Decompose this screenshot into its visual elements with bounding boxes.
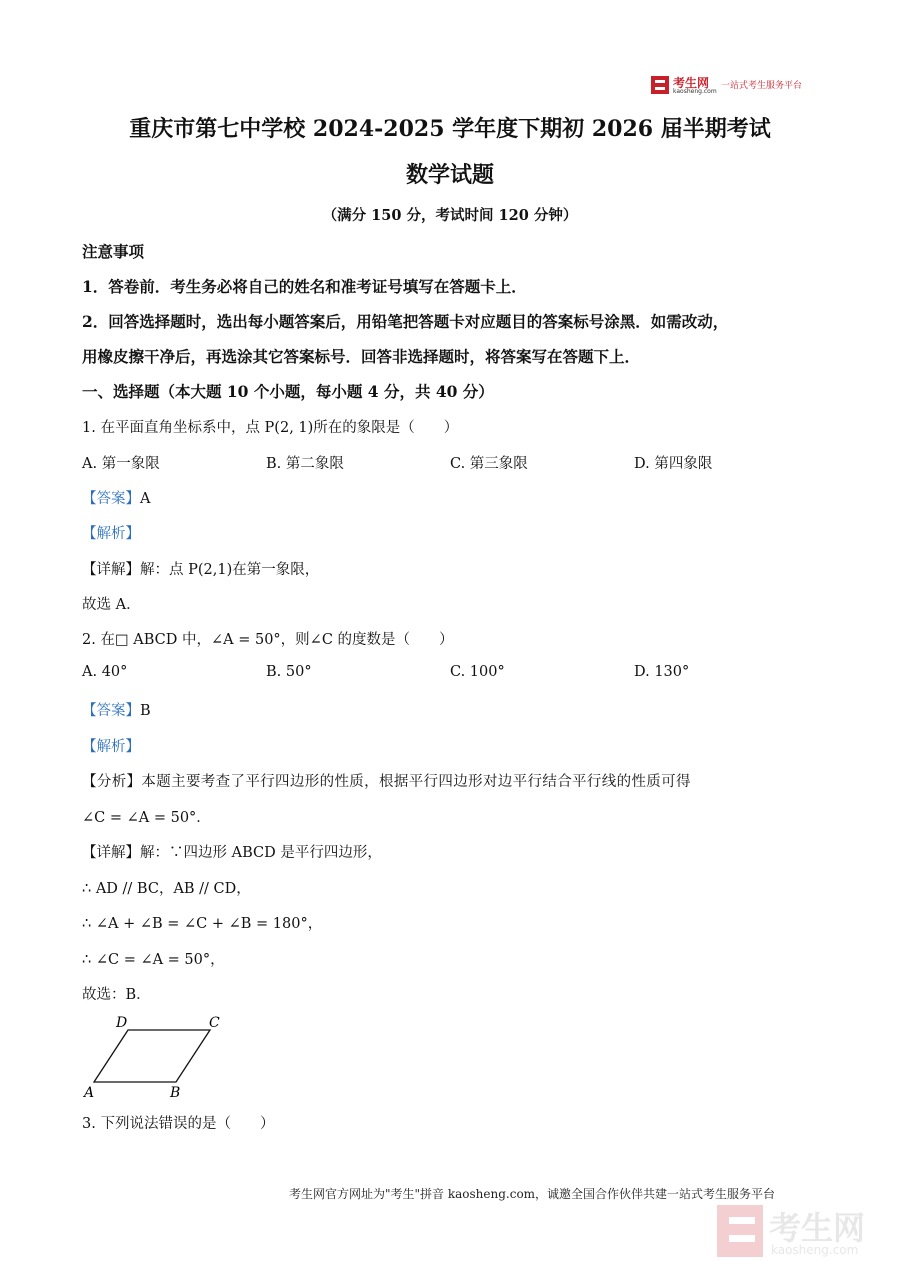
q2-step-1: ∴ AD // BC，AB // CD， — [82, 881, 251, 897]
q2-step-3: ∴ ∠C = ∠A = 50°， — [82, 952, 225, 968]
q3-stem: 3. 下列说法错误的是（ ） — [82, 1116, 275, 1132]
vertex-label-d: D — [116, 1015, 128, 1031]
section-heading: 一、选择题（本大题 10 个小题，每小题 4 分，共 40 分） — [82, 382, 494, 401]
q1-conclusion: 故选 A． — [82, 597, 141, 613]
notes-heading: 注意事项 — [82, 242, 145, 261]
q2-stem: 2. 在□ ABCD 中，∠A = 50°，则∠C 的度数是（ ） — [82, 632, 454, 648]
brand-domain: kaosheng.com — [673, 88, 717, 95]
brand-name: 考生网 — [673, 76, 710, 90]
q1-option-b: B. 第二象限 — [266, 456, 344, 472]
q1-option-a: A. 第一象限 — [82, 456, 160, 472]
q2-option-a: A. 40° — [82, 664, 128, 680]
q2-conclusion: 故选：B． — [82, 987, 151, 1003]
brand-slogan: 一站式考生服务平台 — [721, 81, 803, 91]
notes-item-2-line2: 用橡皮擦干净后，再选涂其它答案标号．回答非选择题时，将答案写在答题下上． — [82, 347, 641, 366]
q1-stem: 1. 在平面直角坐标系中，点 P(2, 1)所在的象限是（ ） — [82, 420, 459, 436]
q2-detail: 【详解】解：∵四边形 ABCD 是平行四边形， — [82, 845, 382, 861]
q2-analysis-line2: ∠C = ∠A = 50°． — [82, 810, 211, 826]
notes-item-2-line1: 2．回答选择题时，选出每小题答案后，用铅笔把答题卡对应题目的答案标号涂黑．如需改动， — [82, 312, 729, 331]
q2-option-b: B. 50° — [266, 664, 312, 680]
q1-answer: A — [140, 491, 151, 507]
vertex-label-a: A — [84, 1085, 95, 1101]
watermark-icon — [717, 1205, 763, 1257]
watermark-domain: kaosheng.com — [771, 1243, 859, 1257]
q1-answer-line — [82, 487, 150, 508]
brand-logo-icon — [651, 76, 669, 94]
q1-analysis-tag: 【解析】 — [82, 526, 140, 542]
q2-step-2: ∴ ∠A + ∠B = ∠C + ∠B = 180°， — [82, 916, 323, 932]
q2-answer: B — [140, 703, 151, 719]
q1-option-c: C. 第三象限 — [450, 456, 528, 472]
notes-item-1: 1．答卷前．考生务必将自己的姓名和准考证号填写在答题卡上． — [82, 277, 527, 296]
parallelogram-figure — [80, 1012, 240, 1102]
q2-analysis-tag: 【解析】 — [82, 739, 140, 755]
watermark-name: 考生网 — [769, 1209, 866, 1247]
exam-meta: （满分 150 分，考试时间 120 分钟） — [322, 207, 578, 224]
exam-subtitle: 数学试题 — [405, 162, 494, 188]
vertex-label-b: B — [170, 1085, 181, 1101]
parallelogram-shape — [94, 1030, 210, 1082]
brand-logo — [651, 74, 816, 98]
exam-title: 重庆市第七中学校 2024-2025 学年度下期初 2026 届半期考试 — [129, 116, 771, 142]
footer-text: 考生网官方网址为"考生"拼音 kaosheng.com，诚邀全国合作伙伴共建一站式考生服务平台 — [289, 1187, 776, 1201]
q2-analysis-line1: 【分析】本题主要考查了平行四边形的性质，根据平行四边形对边平行结合平行线的性质可得 — [82, 774, 691, 790]
q2-answer-line — [82, 699, 151, 720]
q1-answer-tag: 【答案】 — [82, 491, 140, 507]
q1-detail: 【详解】解：点 P(2,1)在第一象限， — [82, 562, 320, 578]
q2-option-c: C. 100° — [450, 664, 505, 680]
vertex-label-c: C — [209, 1015, 220, 1031]
watermark-logo — [717, 1205, 882, 1259]
q2-answer-tag: 【答案】 — [82, 703, 140, 719]
q1-option-d: D. 第四象限 — [634, 456, 713, 472]
q2-option-d: D. 130° — [634, 664, 690, 680]
